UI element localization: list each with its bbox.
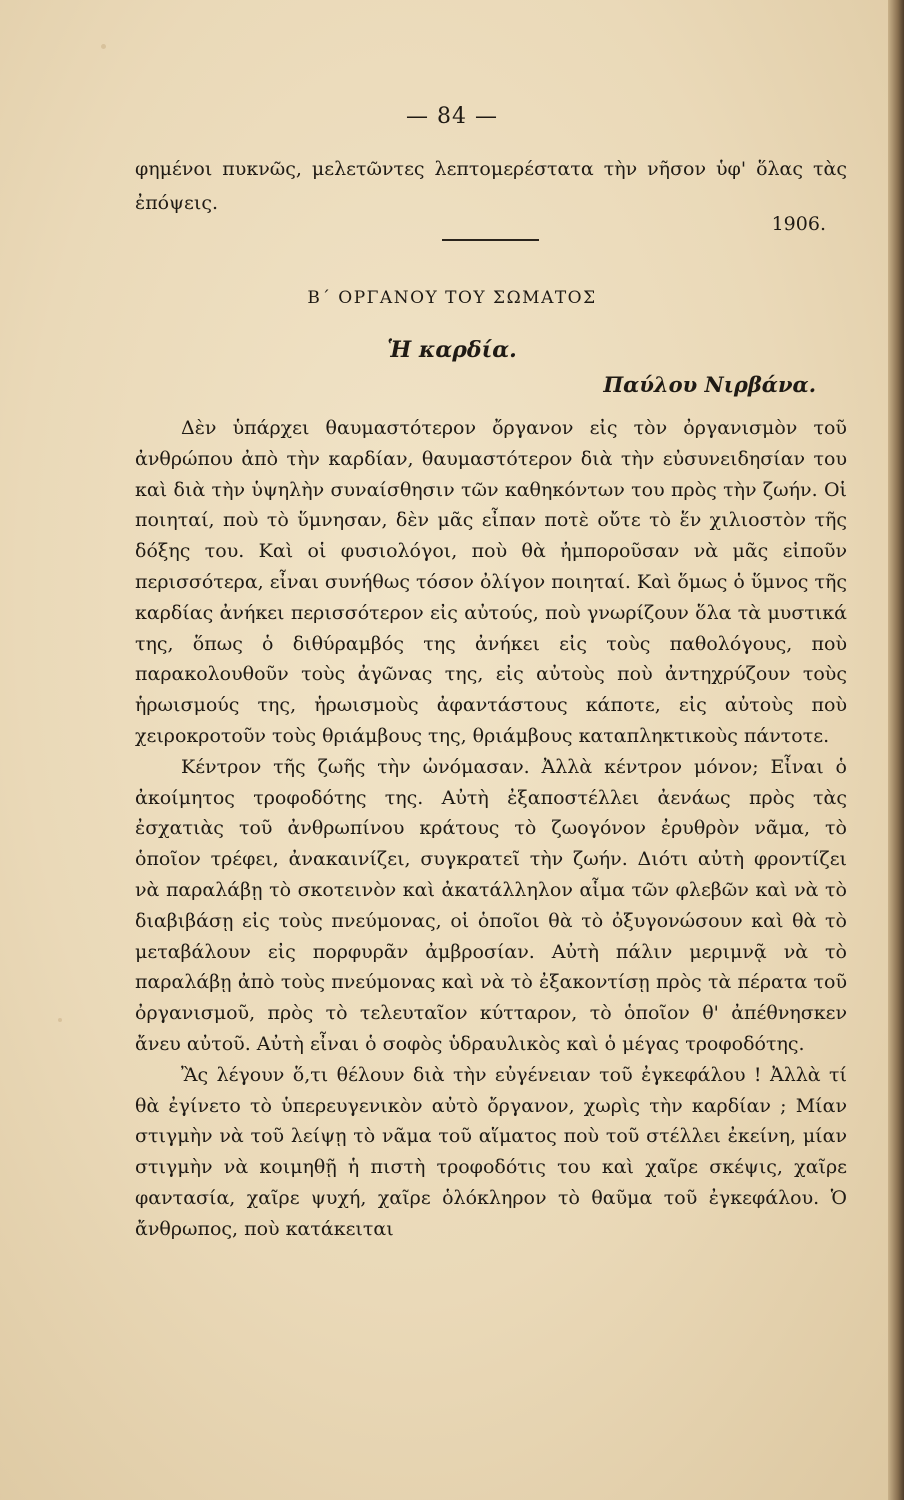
intro-text: φημένοι πυκνῶς, μελετῶντες λεπτομερέστατα τὴν νῆσον ὑφ' ὅλας τὰς ἐπόψεις. [135, 158, 847, 214]
page-edge-shadow [888, 0, 904, 1500]
article-body [135, 413, 847, 1245]
page-number: — 84 — [406, 104, 498, 129]
section-heading: Β΄ ΟΡΓΑΝΟΥ ΤΟΥ ΣΩΜΑΤΟΣ [307, 288, 597, 308]
separator-line [442, 239, 539, 241]
paragraph: Δὲν ὑπάρχει θαυμαστότερον ὄργανον εἰς τὸν ὀργανισμὸν τοῦ ἀνθρώπου ἀπὸ τὴν καρδίαν, θαυμαστότερον διὰ τὴν εὐσυνειδησίαν του καὶ διὰ τὴν ὑψηλὴν συναίσθησιν τῶν καθηκόντων του πρὸς τὴν ζωήν. Οἱ ποιηταί, ποὺ τὸ ὕμνησαν, δὲν μᾶς εἶπαν ποτὲ οὔτε τὸ ἕν χιλιοστὸν τῆς δόξης του. Καὶ οἱ φυσιολόγοι, ποὺ θὰ ἠμποροῦσαν νὰ μᾶς εἰποῦν περισσότερα, εἶναι συνήθως τόσον ὀλίγον ποιηταί. Καὶ ὅμως ὁ ὕμνος τῆς καρδίας ἀνήκει περισσότερον εἰς αὐτούς, ποὺ γνωρίζουν ὅλα τὰ μυστικά της, ὅπως ὁ διθύραμβός της ἀνήκει εἰς τοὺς παθολόγους, ποὺ παρακολουθοῦν τοὺς ἀγῶνας της, εἰς αὐτοὺς ποὺ ἀντηχρύζουν τοὺς ἡρωισμούς της, ἡρωισμοὺς ἀφαντάστους κάποτε, εἰς αὐτοὺς ποὺ χειροκροτοῦν τοὺς θριάμβους της, θριάμβους καταπληκτικοὺς πάντοτε. [135, 417, 847, 747]
paragraph: Κέντρον τῆς ζωῆς τὴν ὠνόμασαν. Ἀλλὰ κέντρον μόνον; Εἶναι ὁ ἀκοίμητος τροφοδότης της. Αὐτὴ ἐξαποστέλλει ἀενάως πρὸς τὰς ἐσχατιὰς τοῦ ἀνθρωπίνου κράτους τὸ ζωογόνον ἐρυθρὸν νᾶμα, τὸ ὁποῖον τρέφει, ἀνακαινίζει, συγκρατεῖ τὴν ζωήν. Διότι αὐτὴ φροντίζει νὰ παραλάβῃ τὸ σκοτεινὸν καὶ ἀκατάλληλον αἷμα τῶν φλεβῶν καὶ νὰ τὸ διαβιβάσῃ εἰς τοὺς πνεύμονας, οἱ ὁποῖοι θὰ τὸ ὀξυγονώσουν καὶ θὰ τὸ μεταβάλουν εἰς πορφυρᾶν ἀμβροσίαν. Αὐτὴ πάλιν μεριμνᾷ νὰ τὸ παραλάβῃ ἀπὸ τοὺς πνεύμονας καὶ νὰ τὸ ἐξακοντίσῃ πρὸς τὰ πέρατα τοῦ ὀργανισμοῦ, πρὸς τὸ τελευταῖον κύτταρον, τὸ ὁποῖον θ' ἀπέθνησκεν ἄνευ αὐτοῦ. Αὐτὴ εἶναι ὁ σοφὸς ὑδραυλικὸς καὶ ὁ μέγας τροφοδότης. [135, 755, 847, 1055]
paper-stain [58, 1018, 62, 1022]
paper-stain [101, 44, 106, 49]
article-title: Ἡ καρδία. [387, 337, 517, 363]
paragraph: Ἂς λέγουν ὅ,τι θέλουν διὰ τὴν εὐγένειαν τοῦ ἐγκεφάλου ! Ἀλλὰ τί θὰ ἐγίνετο τὸ ὑπερευγενικὸν αὐτὸ ὄργανον, χωρὶς τὴν καρδίαν ; Μίαν στιγμὴν νὰ τοῦ λείψῃ τὸ νᾶμα τοῦ αἵματος ποὺ τοῦ στέλλει ἐκείνη, μίαν στιγμὴν νὰ κοιμηθῇ ἡ πιστὴ τροφοδότις του καὶ χαῖρε σκέψις, χαῖρε φαντασία, χαῖρε ψυχή, χαῖρε ὁλόκληρον τὸ θαῦμα τοῦ ἐγκεφάλου. Ὁ ἄνθρωπος, ποὺ κατάκειται [135, 1063, 847, 1240]
author-name: Παύλου Νιρβάνα. [603, 372, 816, 397]
year-text: 1906. [771, 213, 826, 235]
